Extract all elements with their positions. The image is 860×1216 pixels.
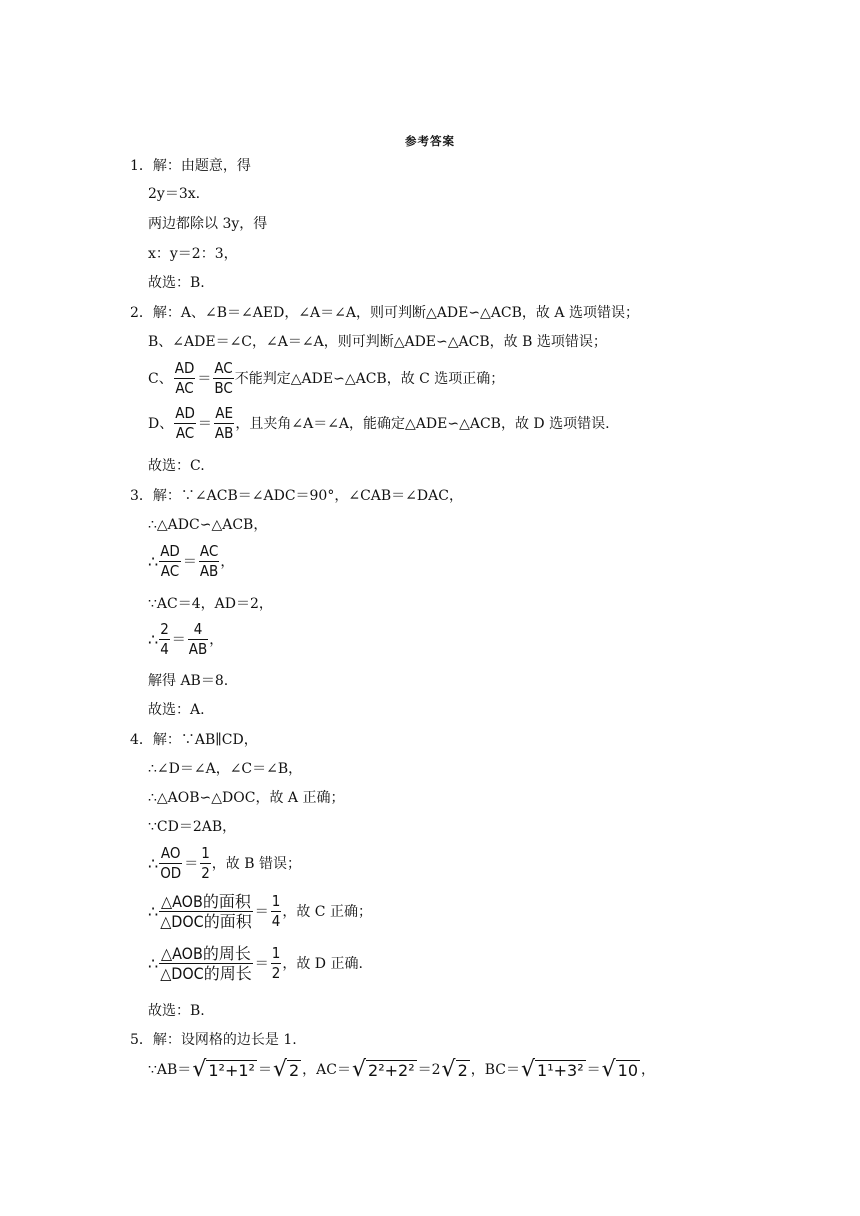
q4-l5-fraction-2 [200, 845, 211, 882]
q2-line-2: B、∠ADE＝∠C，∠A＝∠A，则可判断△ADE∽△ACB，故 B 选项错误； [148, 334, 607, 350]
q2-line-1: 2．解：A、∠B＝∠AED，∠A＝∠A，则可判断△ADE∽△ACB，故 A 选项错误； [130, 305, 639, 321]
q5-line-end: ， [641, 1062, 656, 1078]
q3-line-2: ∴△ADC∽△ACB， [148, 517, 268, 533]
q4-l7-suffix: ，故 D 正确. [282, 955, 363, 972]
q4-l5-fraction-1 [159, 845, 182, 882]
q4-l6-f1-denominator: △DOC的面积 [160, 912, 252, 931]
q4-l6-f2-denominator: 4 [271, 912, 281, 930]
q2-c-fraction-1 [174, 360, 196, 397]
q3-l5-suffix: ， [209, 631, 224, 648]
q5-ab-label: ∵AB＝ [148, 1062, 192, 1078]
q5-bc-result-sqrt: √ 10 [601, 1057, 639, 1082]
q1-line-1: 1．解：由题意，得 [130, 158, 251, 174]
q3-line-4: ∵AC＝4，AD＝2， [148, 596, 273, 612]
q4-l7-f1-denominator: △DOC的周长 [160, 964, 252, 983]
q4-line-6: ∴ $\frac{\text{△AOB的面积}}{\text{△DOC的面积}}$ ＝ $\frac{1}{4}$ ，故 C 正确； [148, 892, 372, 931]
q4-l7-f1-numerator: △AOB的周长 [161, 944, 251, 963]
q4-l5-prefix: ∴ [148, 853, 159, 873]
q2-d-fraction-2 [214, 405, 235, 442]
q2-c-f2-numerator: AC [214, 359, 233, 377]
q4-l5-f2-denominator: 2 [201, 864, 210, 882]
q4-l6-f2-numerator: 1 [271, 892, 281, 910]
q2-c-text: 不能判定△ADE∽△ACB，故 C 选项正确； [234, 370, 505, 387]
q3-l5-f1-numerator: 2 [160, 620, 169, 638]
q2-line-d: D、 $\frac{AD}{AC}$ ＝ $\frac{AE}{AB}$ ，且夹角∠A＝∠A，能确定△ADE∽△ACB，故 D 选项错误. [148, 404, 610, 442]
q2-line-5: 故选：C. [148, 458, 205, 474]
q1-line-5: 故选：B. [148, 275, 205, 291]
q2-c-f2-denominator: BC [214, 379, 233, 397]
q2-d-text: ，且夹角∠A＝∠A，能确定△ADE∽△ACB，故 D 选项错误. [235, 415, 610, 432]
q3-line-1: 3．解：∵∠ACB＝∠ADC＝90°，∠CAB＝∠DAC， [130, 488, 463, 504]
q5-ab-radicand: 1²+1² [208, 1061, 255, 1080]
q3-l3-f1-numerator: AD [160, 542, 180, 560]
q5-ab-equals: ＝ [257, 1062, 272, 1078]
q2-d-f2-numerator: AE [215, 404, 233, 422]
q4-l5-f2-numerator: 1 [201, 844, 210, 862]
q2-d-f1-numerator: AD [175, 404, 195, 422]
q5-ac-sqrt: √ 2²+2² [351, 1057, 415, 1082]
q3-l3-fraction-2 [199, 543, 220, 580]
q4-line-4: ∵CD＝2AB， [148, 819, 237, 835]
q5-ac-result-value: 2 [457, 1061, 468, 1080]
q3-line-6: 解得 AB＝8. [148, 673, 229, 689]
q2-c-fraction-2 [213, 360, 233, 397]
q1-line-3: 两边都除以 3y，得 [148, 216, 268, 232]
q5-bc-equals: ＝ [586, 1062, 601, 1078]
q2-c-f1-denominator: AC [175, 379, 194, 397]
q3-line-3: ∴ $\frac{AD}{AC}$ ＝ $\frac{AC}{AB}$ ， [148, 542, 235, 580]
q5-ac-label: ，AC＝ [302, 1062, 351, 1078]
q3-l3-suffix: ， [220, 553, 235, 570]
q3-l3-prefix: ∴ [148, 551, 159, 571]
q3-l5-f1-denominator: 4 [160, 640, 169, 658]
q4-l7-prefix: ∴ [148, 953, 159, 973]
q2-line-c: C、 $\frac{AD}{AC}$ ＝ $\frac{AC}{BC}$ 不能判定△ADE∽△ACB，故 C 选项正确； [148, 359, 505, 397]
q4-line-8: 故选：B. [148, 1003, 205, 1019]
q3-line-7: 故选：A. [148, 702, 205, 718]
q4-l7-fraction-2 [271, 945, 282, 982]
q3-l5-f2-denominator: AB [188, 640, 208, 658]
q4-line-3: ∴△AOB∽△DOC，故 A 正确； [148, 790, 345, 806]
q3-line-5: ∴ $\frac{2}{4}$ ＝ $\frac{4}{AB}$ ， [148, 620, 224, 658]
q5-bc-sqrt: √ 1¹+3² [521, 1057, 584, 1082]
q4-line-7: ∴ $\frac{\text{△AOB的周长}}{\text{△DOC的周长}}$ ＝ $\frac{1}{2}$ ，故 D 正确. [148, 944, 363, 983]
q4-l5-suffix: ，故 B 错误； [211, 855, 301, 872]
q1-line-2: 2y＝3x. [148, 186, 201, 202]
q4-line-1: 4．解：∵AB∥CD， [130, 732, 258, 748]
q3-l5-prefix: ∴ [148, 629, 159, 649]
q5-bc-result-value: 10 [617, 1061, 639, 1080]
q4-l6-fraction-2 [271, 893, 282, 930]
q4-l7-f2-numerator: 1 [271, 944, 281, 962]
q5-ab-result-value: 2 [288, 1061, 300, 1080]
q1-line-4: x：y＝2：3， [148, 246, 238, 262]
q4-l6-prefix: ∴ [148, 901, 159, 921]
q2-d-f1-denominator: AC [175, 424, 195, 442]
q5-line-1: 5．解：设网格的边长是 1. [130, 1032, 297, 1048]
q3-l5-f2-numerator: 4 [193, 620, 203, 638]
q4-line-5: ∴ $\frac{AO}{OD}$ ＝ $\frac{1}{2}$ ，故 B 错误； [148, 844, 301, 882]
q5-bc-radicand: 1¹+3² [537, 1061, 584, 1080]
q5-line-2 [148, 1057, 656, 1082]
q2-d-prefix: D、 [148, 415, 174, 432]
q4-l5-f1-denominator: OD [160, 864, 182, 882]
q2-d-f2-denominator: AB [214, 424, 234, 442]
q2-c-f1-numerator: AD [174, 359, 195, 377]
q4-l6-fraction-1 [159, 893, 253, 930]
q3-l3-fraction-1 [159, 543, 181, 580]
q3-l3-f1-denominator: AC [160, 562, 180, 580]
q4-l6-f1-numerator: △AOB的面积 [161, 892, 251, 911]
q4-l7-fraction-1 [159, 945, 253, 982]
q4-l6-suffix: ，故 C 正确； [282, 903, 372, 920]
q4-l5-f1-numerator: AO [160, 844, 181, 862]
q5-ac-equals: ＝2 [417, 1062, 441, 1078]
q3-l5-fraction-2 [188, 621, 209, 658]
q5-bc-label: ，BC＝ [470, 1062, 521, 1078]
page-title: 参考答案 [405, 134, 455, 148]
q2-c-prefix: C、 [148, 370, 173, 387]
q3-l5-fraction-1 [159, 621, 170, 658]
q4-line-2: ∴∠D＝∠A，∠C＝∠B， [148, 761, 303, 777]
q5-ac-radicand: 2²+2² [368, 1061, 415, 1080]
q2-d-fraction-1 [174, 405, 196, 442]
q3-l3-f2-numerator: AC [199, 542, 219, 560]
q5-ac-result-sqrt: √ 2 [441, 1057, 468, 1082]
q5-ab-sqrt: √ 1²+1² [192, 1057, 255, 1082]
q4-l7-f2-denominator: 2 [271, 964, 281, 982]
q5-ab-result-sqrt: √ 2 [272, 1057, 300, 1082]
q3-l3-f2-denominator: AB [199, 562, 219, 580]
